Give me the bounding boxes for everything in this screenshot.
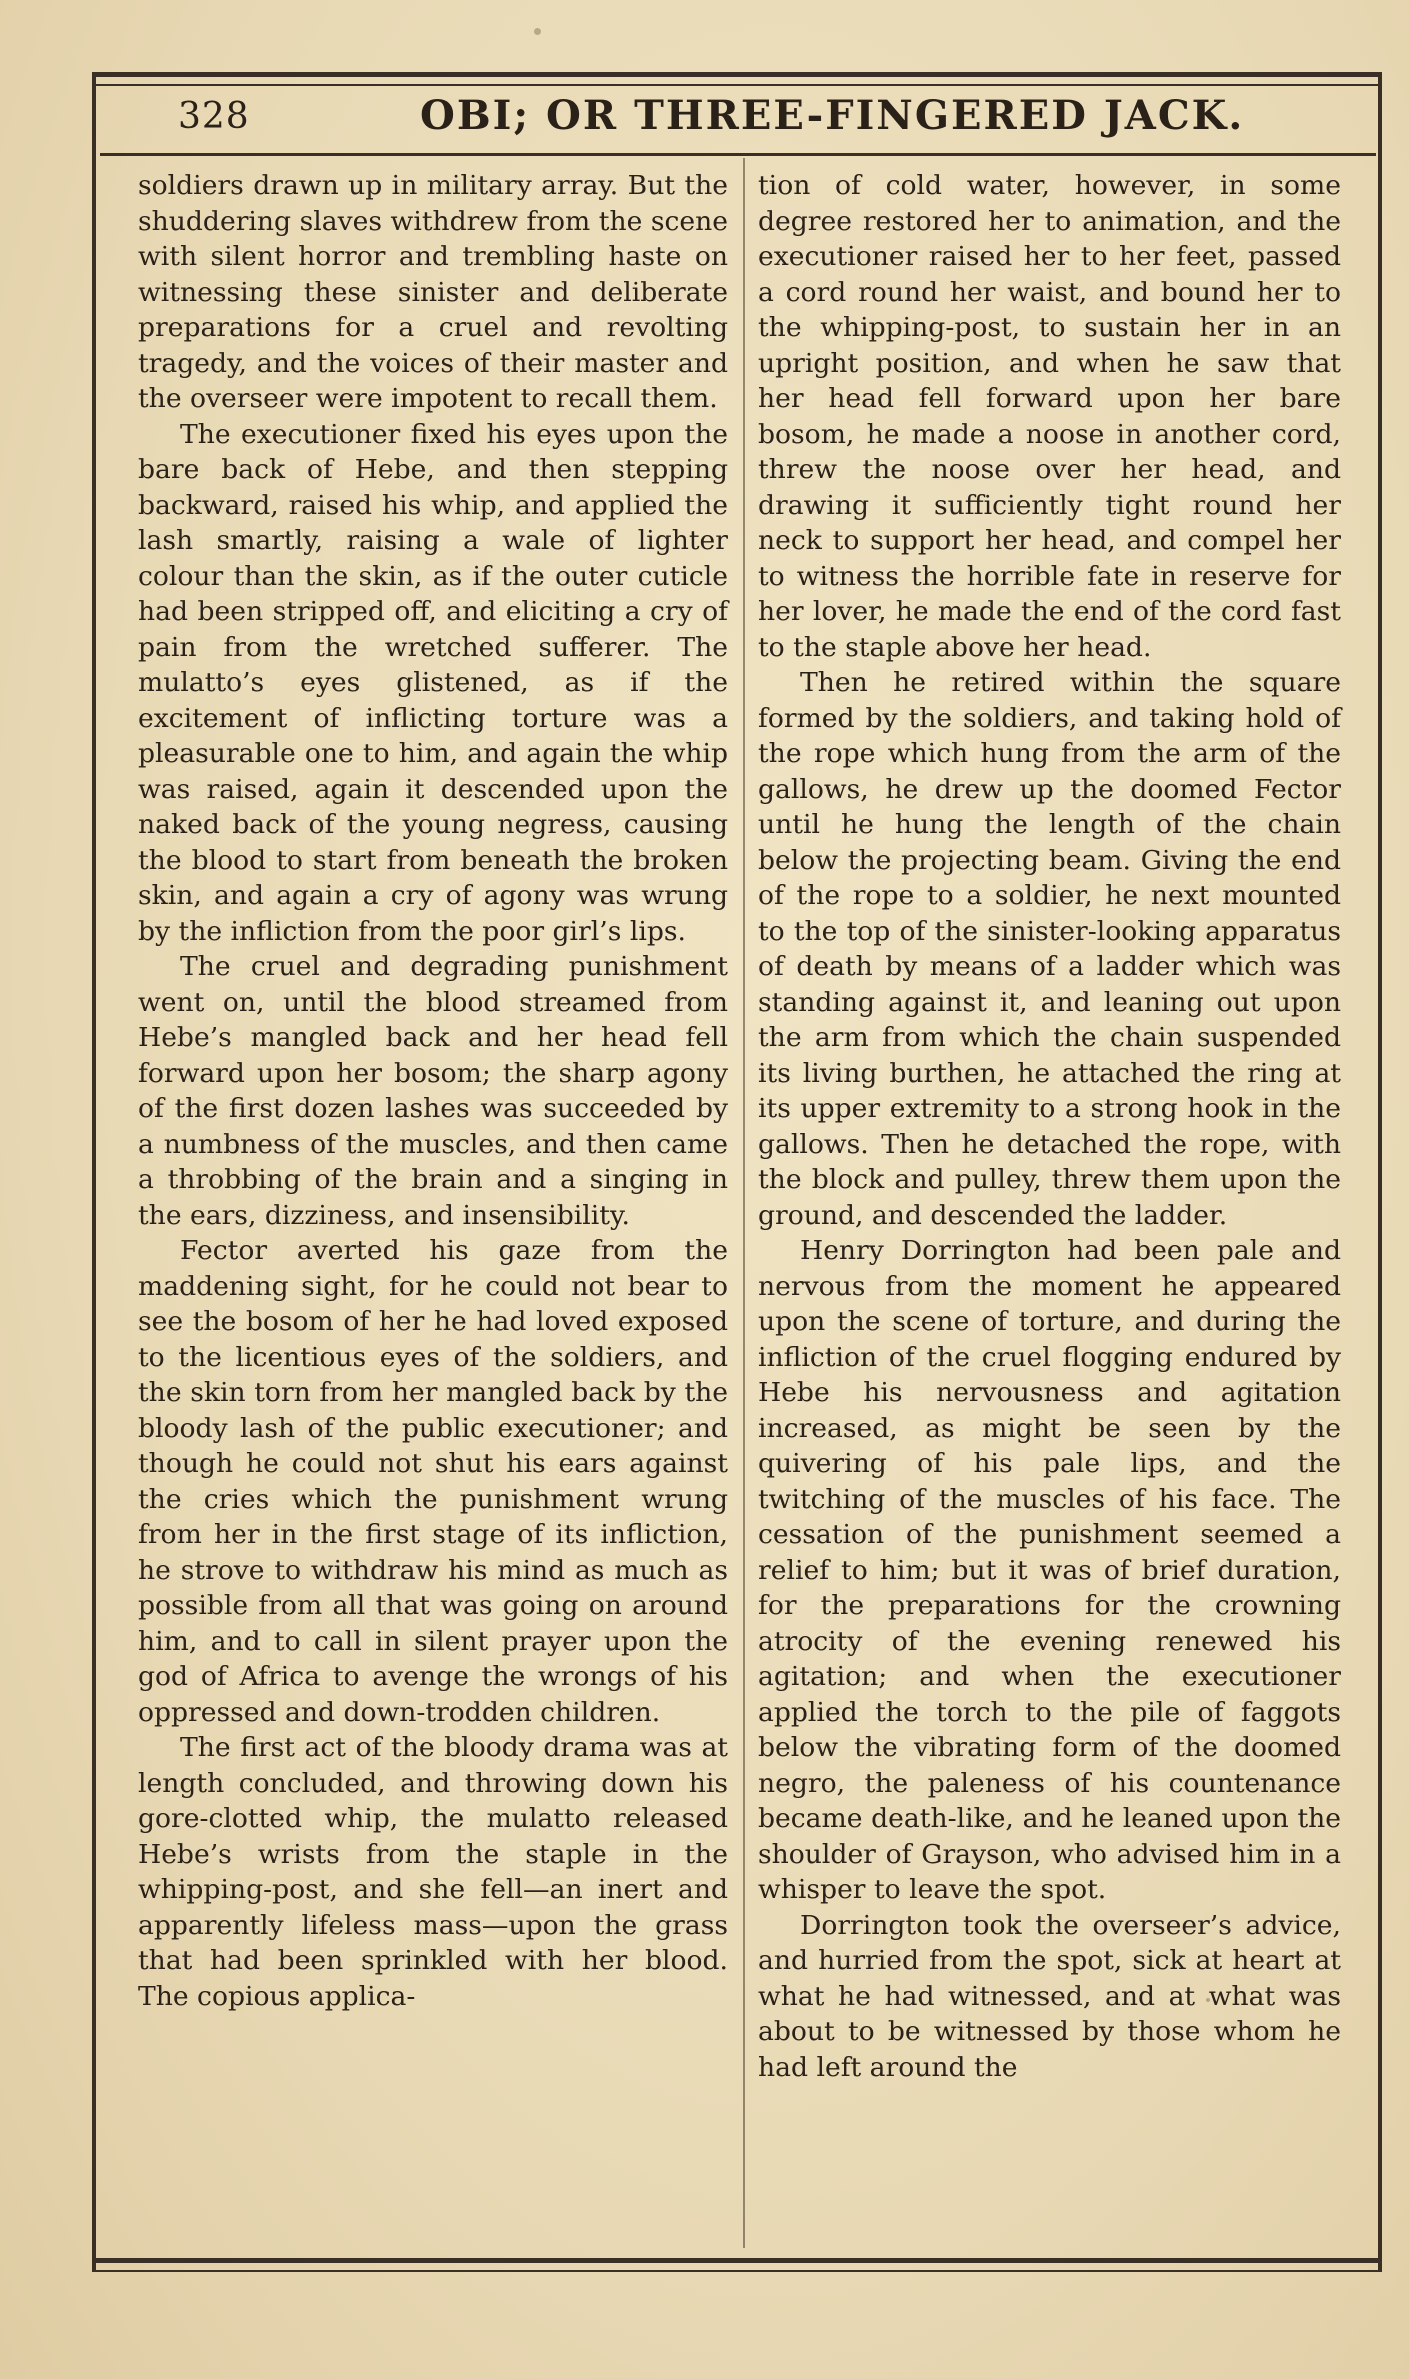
right-column [758, 168, 1341, 2085]
bottom-rule-thin [92, 2270, 1382, 2272]
paper-speck [534, 28, 541, 35]
paragraph: Henry Dorrington had been pale and nervous from the moment he appeared upon the scene of torture, and during the infliction of the cruel flogging endured by Hebe his nervousness and agitation increased, as might be seen by the quivering of his pale lips, and the twitching of the muscles of his face. The cessation of the punishment seemed a relief to him; but it was of brief duration, for the preparations for the crowning atrocity of the evening renewed his agitation; and when the executioner applied the torch to the pile of faggots below the vibrating form of the doomed negro, the paleness of his countenance became death-like, and he leaned upon the shoulder of Grayson, who advised him in a whisper to leave the spot. [758, 1235, 1341, 1905]
paragraph: Then he retired within the square formed by the soldiers, and taking hold of the rope which hung from the arm of the gallows, he drew up the doomed Fector until he hung the length of the chain below the projecting beam. Giving the end of the rope to a soldier, he next mounted to the top of the sinister-looking apparatus of death by means of a ladder which was standing against it, and leaning out upon the arm from which the chain suspended its living burthen, he attached the ring at its upper extremity to a strong hook in the gallows. Then he detached the rope, with the block and pulley, threw them upon the ground, and descended the ladder. [758, 667, 1341, 1231]
paragraph: Fector averted his gaze from the maddening sight, for he could not bear to see the bosom of her he had loved exposed to the licentious eyes of the soldiers, and the skin torn from her mangled back by the bloody lash of the public executioner; and though he could not shut his ears against the cries which the punishment wrung from her in the first stage of its infliction, he strove to withdraw his mind as much as possible from all that was going on around him, and to call in silent prayer upon the god of Africa to avenge the wrongs of his oppressed and down-trodden children. [138, 1235, 728, 1728]
paper-speck [1206, 1998, 1210, 2002]
paragraph: Dorrington took the overseer’s advice, and hurried from the spot, sick at heart at what he had witnessed, and at what was about to be witnessed by those whom he had left around the [758, 1909, 1341, 2083]
top-rule-thin [92, 84, 1382, 86]
paragraph: tion of cold water, however, in some degree restored her to animation, and the executioner raised her to her feet, passed a cord round her waist, and bound her to the whipping-post, to sustain her in an upright position, and when he saw that her head fell forward upon her bare bosom, he made a noose in another cord, threw the noose over her head, and drawing it sufficiently tight round her neck to support her head, and compel her to witness the horrible fate in reserve for her lover, he made the end of the cord fast to the staple above her head. [758, 170, 1341, 663]
paragraph: The executioner fixed his eyes upon the bare back of Hebe, and then stepping backward, raised his whip, and applied the lash smartly, raising a wale of lighter colour than the skin, as if the outer cuticle had been stripped off, and eliciting a cry of pain from the wretched sufferer. The mulatto’s eyes glistened, as if the excitement of inflicting torture was a pleasurable one to him, and again the whip was raised, again it descended upon the naked back of the young negress, causing the blood to start from beneath the broken skin, and again a cry of agony was wrung by the infliction from the poor girl’s lips. [138, 418, 728, 947]
paragraph: The cruel and degrading punishment went on, until the blood streamed from Hebe’s mangled back and her head fell forward upon her bosom; the sharp agony of the first dozen lashes was succeeded by a numbness of the muscles, and then came a throbbing of the brain and a singing in the ears, dizziness, and insensibility. [138, 951, 728, 1231]
paragraph: The first act of the bloody drama was at length concluded, and throwing down his gore-clotted whip, the mulatto released Hebe’s wrists from the staple in the whipping-post, and she fell—an inert and apparently lifeless mass—upon the grass that had been sprinkled with her blood. The copious applica- [138, 1732, 728, 2012]
running-title: OBI; OR THREE-FINGERED JACK. [420, 92, 1245, 139]
page-number: 328 [178, 96, 250, 137]
top-rule [92, 72, 1382, 77]
bottom-rule [92, 2258, 1382, 2263]
column-divider [743, 158, 745, 2248]
paragraph: soldiers drawn up in military array. But the shuddering slaves withdrew from the scene with silent horror and trembling haste on witnessing these sinister and deliberate preparations for a cruel and revolting tragedy, and the voices of their master and the overseer were impotent to recall them. [138, 170, 728, 414]
left-column [138, 168, 728, 2014]
header-rule [100, 153, 1376, 156]
